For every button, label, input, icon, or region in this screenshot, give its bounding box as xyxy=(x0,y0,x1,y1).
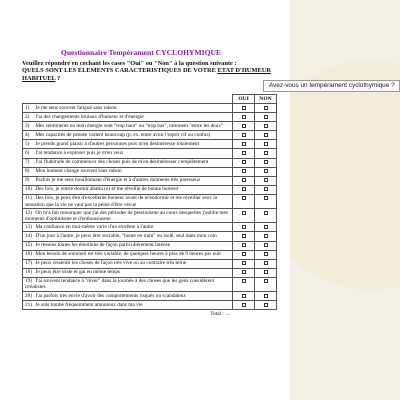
question-row xyxy=(23,250,277,259)
checkbox-non[interactable] xyxy=(264,106,268,110)
question-text-cell xyxy=(23,209,233,223)
checkbox-oui[interactable] xyxy=(242,196,246,200)
question-row xyxy=(23,167,277,176)
answer-cell-oui xyxy=(233,232,255,241)
instructions xyxy=(22,60,284,82)
question-row xyxy=(23,113,277,122)
checkbox-oui[interactable] xyxy=(242,187,246,191)
checkbox-non[interactable] xyxy=(264,178,268,182)
checkbox-non[interactable] xyxy=(264,169,268,173)
question-text: J'ai l'habitude de commencer des choses puis de m'en désintéresser complètement xyxy=(35,159,209,166)
answer-cell-oui xyxy=(233,292,255,301)
instructions-question-underlined: ETAT D'HUMEUR HABITUEL xyxy=(22,67,271,82)
question-text: Je peux être triste et gai en même temps xyxy=(35,269,121,276)
question-text-cell xyxy=(23,149,233,158)
question-row xyxy=(23,104,277,113)
answer-cell-non xyxy=(255,158,277,167)
question-text-cell xyxy=(23,259,233,268)
question-text-cell xyxy=(23,277,233,291)
question-text-cell xyxy=(23,122,233,131)
checkbox-non[interactable] xyxy=(264,160,268,164)
answer-cell-non xyxy=(255,259,277,268)
answer-cell-non xyxy=(255,250,277,259)
total-blank xyxy=(255,310,277,318)
total-label: Total : .... xyxy=(210,310,231,317)
question-text-cell xyxy=(23,301,233,310)
answer-cell-non xyxy=(255,176,277,185)
checkbox-oui[interactable] xyxy=(242,106,246,110)
table-body xyxy=(23,104,277,318)
checkbox-oui[interactable] xyxy=(242,133,246,137)
instructions-question-mark: ? xyxy=(55,74,61,82)
question-text-cell xyxy=(23,158,233,167)
answer-cell-non xyxy=(255,122,277,131)
checkbox-non[interactable] xyxy=(264,211,268,215)
answer-cell-oui xyxy=(233,268,255,277)
question-number: 10) xyxy=(25,186,33,193)
question-row xyxy=(23,176,277,185)
answer-cell-oui xyxy=(233,185,255,194)
question-text: Mon besoin de sommeil est très variable, de quelques heures à plus de 9 heures par nuit xyxy=(35,251,221,258)
checkbox-non[interactable] xyxy=(264,133,268,137)
question-text-cell xyxy=(23,140,233,149)
question-number: 18) xyxy=(25,269,33,276)
checkbox-non[interactable] xyxy=(264,261,268,265)
answer-cell-oui xyxy=(233,250,255,259)
question-number: 19) xyxy=(25,278,33,285)
question-number: 20) xyxy=(25,292,33,299)
question-number: 3) xyxy=(25,122,30,129)
checkbox-oui[interactable] xyxy=(242,211,246,215)
question-number: 16) xyxy=(25,251,33,258)
answer-cell-non xyxy=(255,131,277,140)
question-row xyxy=(23,122,277,131)
total-row xyxy=(23,310,277,318)
answer-cell-oui xyxy=(233,104,255,113)
question-text: Je suis tombé fréquemment amoureux dans ma vie xyxy=(35,301,143,308)
question-text: Je prends grand plaisir à d'autres personnes puis m'en désintéresse totalement xyxy=(35,140,200,147)
question-text: J'ai tendance à exploser puis je m'en veux xyxy=(35,149,124,156)
answer-cell-oui xyxy=(233,149,255,158)
checkbox-oui[interactable] xyxy=(242,279,246,283)
question-number: 1) xyxy=(25,104,30,111)
question-number: 21) xyxy=(25,301,33,308)
answer-cell-non xyxy=(255,140,277,149)
question-number: 17) xyxy=(25,260,33,267)
question-text-cell xyxy=(23,268,233,277)
question-number: 11) xyxy=(25,195,32,202)
checkbox-oui[interactable] xyxy=(242,124,246,128)
question-text: Parfois je me sens bouillonnant d'énergie et à d'autres moments très paresseux xyxy=(35,177,201,184)
checkbox-oui[interactable] xyxy=(242,225,246,229)
question-number: 12) xyxy=(25,209,33,216)
question-text-cell xyxy=(23,241,233,250)
question-row xyxy=(23,140,277,149)
checkbox-oui[interactable] xyxy=(242,243,246,247)
question-text: Mes capacités de pensée varient beaucoup (p. ex. entre avoir l'esprit vif ou confus) xyxy=(35,131,211,138)
question-number: 8) xyxy=(25,168,30,175)
question-text-cell xyxy=(23,131,233,140)
question-number: 7) xyxy=(25,159,30,166)
checkbox-oui[interactable] xyxy=(242,234,246,238)
checkbox-oui[interactable] xyxy=(242,142,246,146)
question-text: J'ai parfois très envie d'avoir des comportements risqués ou scandaleux xyxy=(35,292,186,299)
answer-cell-non xyxy=(255,268,277,277)
question-row xyxy=(23,223,277,232)
question-row xyxy=(23,241,277,250)
checkbox-oui[interactable] xyxy=(242,115,246,119)
checkbox-oui[interactable] xyxy=(242,252,246,256)
column-header-oui: OUI xyxy=(233,95,255,104)
question-text-cell xyxy=(23,250,233,259)
question-row xyxy=(23,194,277,208)
answer-cell-oui xyxy=(233,122,255,131)
instructions-line-1: Veuillez répondre en cochant les cases "Oui" ou "Non" à la question suivante : xyxy=(22,60,237,67)
answer-cell-non xyxy=(255,194,277,208)
question-row xyxy=(23,131,277,140)
question-text-cell xyxy=(23,223,233,232)
answer-cell-non xyxy=(255,209,277,223)
answer-cell-oui xyxy=(233,223,255,232)
question-text-cell xyxy=(23,113,233,122)
answer-cell-non xyxy=(255,292,277,301)
answer-cell-oui xyxy=(233,131,255,140)
question-number: 9) xyxy=(25,177,30,184)
question-row xyxy=(23,292,277,301)
checkbox-non[interactable] xyxy=(264,187,268,191)
checkbox-oui[interactable] xyxy=(242,160,246,164)
question-text: Mon humeur change souvent sans raison xyxy=(35,168,122,175)
checkbox-non[interactable] xyxy=(264,279,268,283)
instructions-question: QUELS SONT LES ELEMENTS CARACTERISTIQUES DE VOTRE xyxy=(22,67,218,75)
checkbox-non[interactable] xyxy=(264,225,268,229)
answer-cell-oui xyxy=(233,140,255,149)
answer-cell-oui xyxy=(233,209,255,223)
question-row xyxy=(23,232,277,241)
answer-cell-non xyxy=(255,167,277,176)
checkbox-non[interactable] xyxy=(264,115,268,119)
question-number: 4) xyxy=(25,131,30,138)
question-number: 14) xyxy=(25,232,33,239)
question-number: 6) xyxy=(25,149,30,156)
answer-cell-non xyxy=(255,223,277,232)
answer-cell-oui xyxy=(233,277,255,291)
question-number: 15) xyxy=(25,242,33,248)
question-row xyxy=(23,268,277,277)
tooltip: Avez-vous un tempérament cyclothymique ? xyxy=(263,80,400,92)
question-row xyxy=(23,158,277,167)
question-text-cell xyxy=(23,185,233,194)
checkbox-non[interactable] xyxy=(264,151,268,155)
checkbox-oui[interactable] xyxy=(242,294,246,298)
checkbox-non[interactable] xyxy=(264,303,268,307)
checkbox-oui[interactable] xyxy=(242,270,246,274)
answer-cell-non xyxy=(255,232,277,241)
answer-cell-non xyxy=(255,301,277,310)
question-text-cell xyxy=(23,104,233,113)
answer-cell-oui xyxy=(233,167,255,176)
table-header-blank xyxy=(23,95,233,104)
answer-cell-non xyxy=(255,277,277,291)
question-text: Mes sentiments ou mon énergie sont "trop haut" ou "trop bas", rarement "entre les deux" xyxy=(35,122,224,129)
column-header-non: NON xyxy=(255,95,277,104)
questionnaire-table xyxy=(22,94,277,317)
answer-cell-oui xyxy=(233,241,255,250)
answer-cell-non xyxy=(255,185,277,194)
question-row xyxy=(23,301,277,310)
question-row xyxy=(23,185,277,194)
question-text: Des fois, je peux être d'excellente humeur avant de m'endormir et me réveiller avec la sensation que la vie ne vaut pas la peine d'être vécue xyxy=(25,195,218,208)
question-text: Je peux ressentir les choses de façon très vive ou au contraire très terne xyxy=(35,260,187,267)
answer-cell-oui xyxy=(233,113,255,122)
question-number: 13) xyxy=(25,223,33,230)
checkbox-non[interactable] xyxy=(264,234,268,238)
checkbox-non[interactable] xyxy=(264,270,268,274)
instructions-line-2 xyxy=(22,67,284,82)
answer-cell-oui xyxy=(233,259,255,268)
answer-cell-oui xyxy=(233,158,255,167)
answer-cell-oui xyxy=(233,176,255,185)
question-text: Des fois, je rentre dormir abattu (e) et me réveille de bonne humeur xyxy=(35,186,179,193)
total-blank xyxy=(233,310,255,318)
answer-cell-oui xyxy=(233,194,255,208)
question-row xyxy=(23,149,277,158)
question-text: D'un jour à l'autre, je peux être sociable, "boute en train" ou isolé, seul dans mon coin xyxy=(35,232,217,239)
question-text: Je me sens souvent fatigué sans raison xyxy=(35,104,117,111)
question-text: Je ressens toutes les émotions de façon particulièrement intense xyxy=(35,242,171,248)
answer-cell-non xyxy=(255,113,277,122)
checkbox-oui[interactable] xyxy=(242,261,246,265)
answer-cell-non xyxy=(255,149,277,158)
question-number: 2) xyxy=(25,113,30,120)
question-text-cell xyxy=(23,167,233,176)
answer-cell-non xyxy=(255,241,277,250)
question-text-cell xyxy=(23,292,233,301)
question-number: 5) xyxy=(25,140,30,147)
checkbox-oui[interactable] xyxy=(242,178,246,182)
question-text-cell xyxy=(23,176,233,185)
question-text-cell xyxy=(23,194,233,208)
question-row xyxy=(23,209,277,223)
checkbox-non[interactable] xyxy=(264,252,268,256)
checkbox-non[interactable] xyxy=(264,142,268,146)
checkbox-oui[interactable] xyxy=(242,303,246,307)
question-text: On m'a fait remarquer que j'ai des périodes de pessimisme au cours desquelles j'oublie mes moments d'optimisme et d'enthousiasme xyxy=(25,209,228,222)
answer-cell-oui xyxy=(233,301,255,310)
checkbox-non[interactable] xyxy=(264,243,268,247)
checkbox-non[interactable] xyxy=(264,196,268,200)
document-title: Questionnaire Tempérament CYCLOHYMIQUE xyxy=(60,48,222,57)
checkbox-oui[interactable] xyxy=(242,151,246,155)
question-row xyxy=(23,259,277,268)
question-text: J'ai des changements brutaux d'humeur et d'énergie xyxy=(35,113,144,120)
table-header-row xyxy=(23,95,277,104)
checkbox-non[interactable] xyxy=(264,294,268,298)
question-text-cell xyxy=(23,232,233,241)
checkbox-non[interactable] xyxy=(264,124,268,128)
checkbox-oui[interactable] xyxy=(242,169,246,173)
answer-cell-non xyxy=(255,104,277,113)
question-text: J'ai souvent tendance à "rêver" dans la journée à des choses que les gens considèrent irréalistes xyxy=(25,278,215,291)
question-text: Ma confiance en moi-même varie d'un extrême à l'autre xyxy=(35,223,154,230)
question-row xyxy=(23,277,277,291)
